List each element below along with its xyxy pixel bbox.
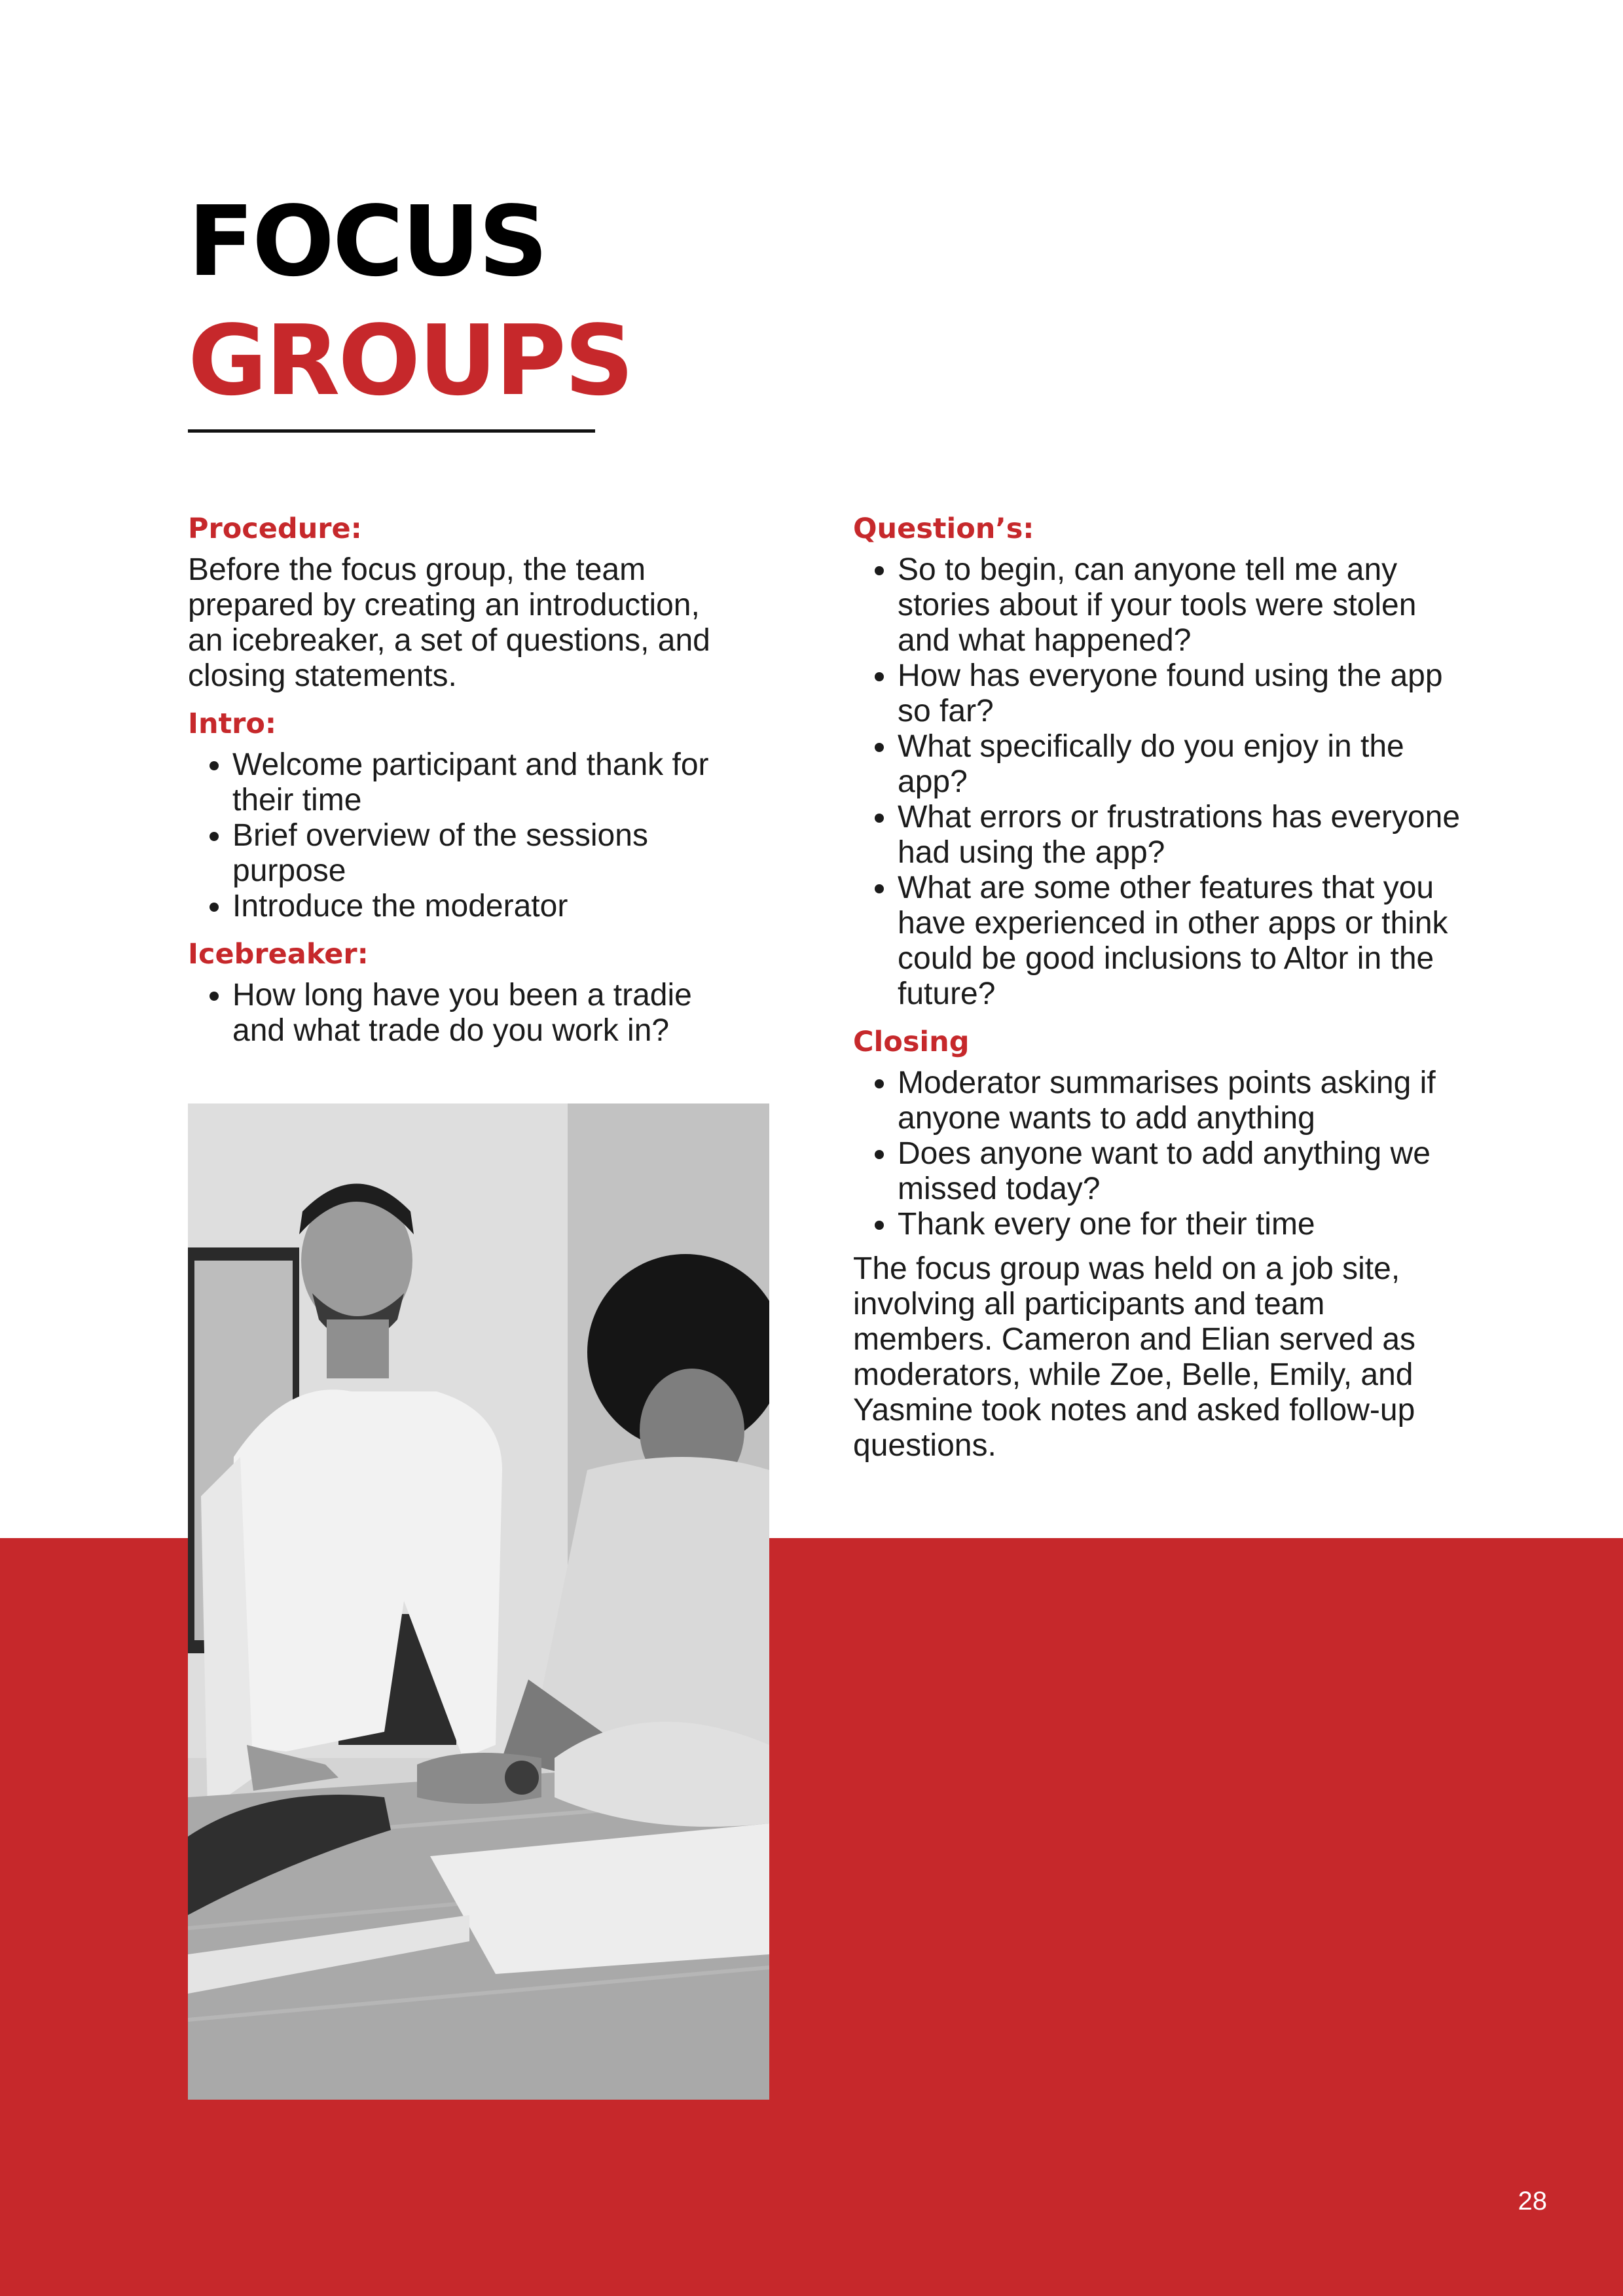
procedure-text: Before the focus group, the team prepared by creating an introduction, an icebreaker, a set of questions, and closing statements.: [188, 552, 710, 693]
intro-list: [188, 747, 731, 924]
list-item: • What are some other features that you have experienced in other apps or think could be good inclusions to Altor in the future?: [898, 870, 1468, 1012]
closing-text: The focus group was held on a job site, involving all participants and team members. Cameron and Elian served as moderators, while Zoe, Belle, Emily, and Yasmine took notes and asked follow-up questions.: [853, 1251, 1416, 1463]
focus-group-photo: [188, 1103, 769, 2100]
list-item: • What specifically do you enjoy in the app?: [898, 729, 1468, 800]
list-item: • Brief overview of the sessions purpose: [232, 818, 731, 889]
list-item: • Introduce the moderator: [232, 889, 731, 924]
questions-heading: Question’s:: [853, 512, 1034, 545]
title-line-focus: FOCUS: [188, 185, 547, 298]
title-underline: [188, 429, 595, 433]
list-item: • So to begin, can anyone tell me any stories about if your tools were stolen and what happened?: [898, 552, 1468, 658]
list-item: • Welcome participant and thank for their time: [232, 747, 731, 818]
list-item: • Thank every one for their time: [898, 1207, 1468, 1242]
title-line-groups: GROUPS: [188, 304, 632, 417]
icebreaker-list: [188, 978, 731, 1049]
icebreaker-heading: Icebreaker:: [188, 938, 369, 971]
closing-heading: Closing: [853, 1026, 970, 1058]
right-column: [853, 508, 1468, 1473]
page-number: 28: [1518, 2187, 1547, 2215]
procedure-heading: Procedure:: [188, 512, 362, 545]
intro-heading: Intro:: [188, 708, 277, 740]
list-item: • How has everyone found using the app so far?: [898, 658, 1468, 729]
list-item: • What errors or frustrations has everyone had using the app?: [898, 800, 1468, 870]
closing-list: [853, 1066, 1468, 1242]
list-item: • Does anyone want to add anything we missed today?: [898, 1136, 1468, 1207]
questions-list: [853, 552, 1468, 1012]
list-item: • Moderator summarises points asking if anyone wants to add anything: [898, 1066, 1468, 1136]
left-column: [188, 508, 731, 1058]
page-title: [188, 182, 632, 420]
list-item: • How long have you been a tradie and what trade do you work in?: [232, 978, 731, 1049]
